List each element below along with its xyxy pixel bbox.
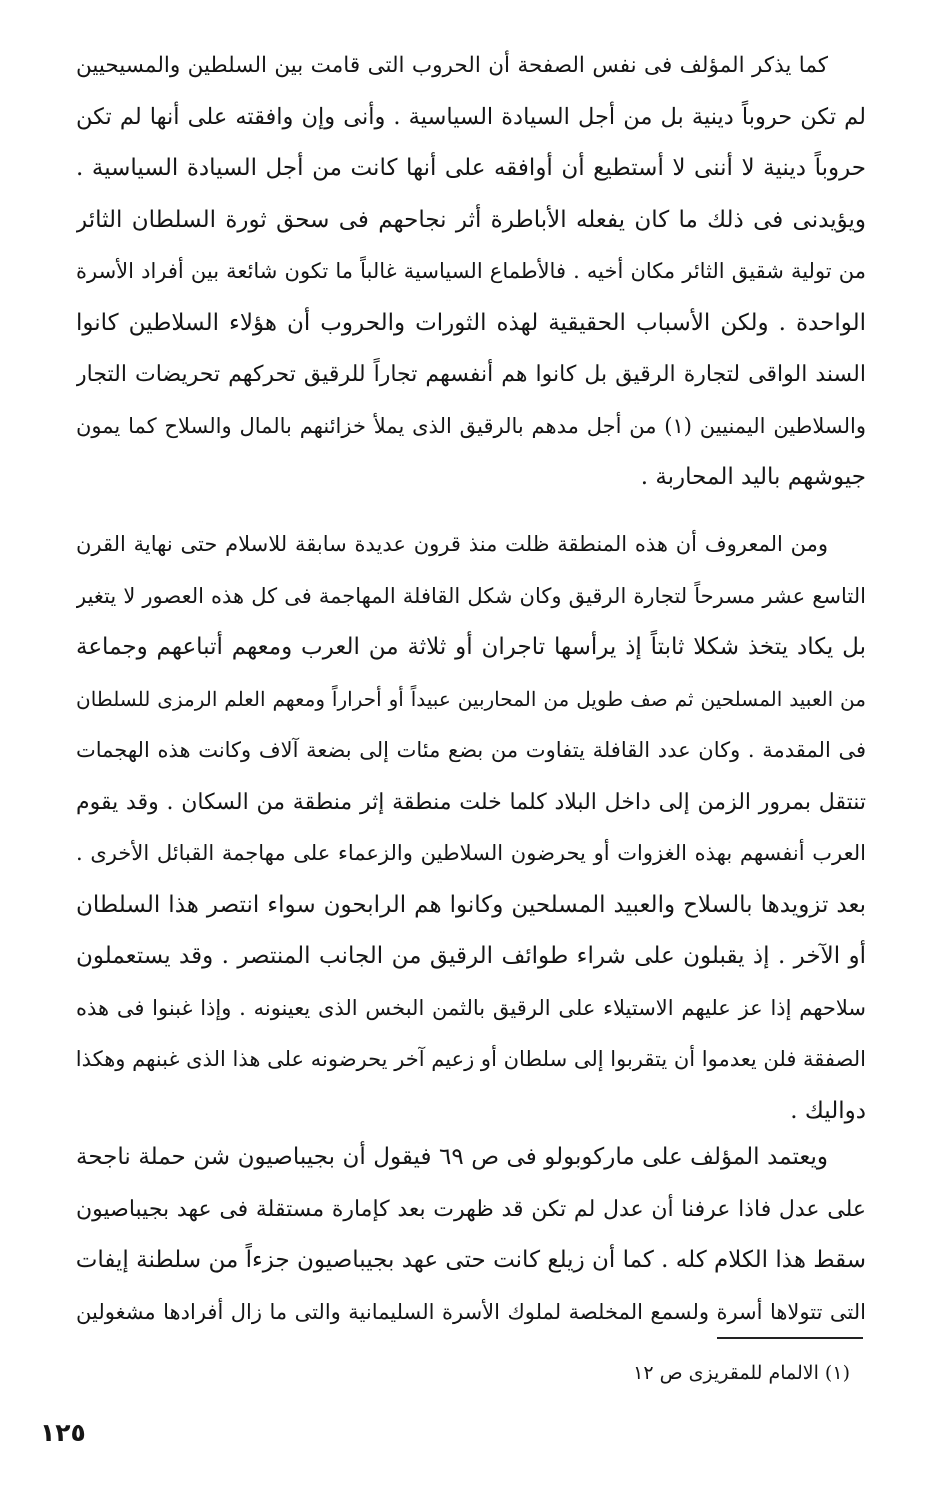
text-line: السند الواقى لتجارة الرقيق بل كانوا هم أنفسهم تجاراً للرقيق تحركهم تحريضات التجار	[76, 362, 866, 387]
text-line: على عدل فاذا عرفنا أن عدل لم تكن قد ظهرت بعد كإمارة مستقلة فى عهد بجيباصيون	[76, 1196, 866, 1222]
text-line: ومن المعروف أن هذه المنطقة ظلت منذ قرون عديدة سابقة للاسلام حتى نهاية القرن	[76, 532, 828, 556]
text-line: الواحدة . ولكن الأسباب الحقيقية لهذه الثورات والحروب أن هؤلاء السلاطين كانوا	[76, 309, 866, 336]
text-line: ويؤيدنى فى ذلك ما كان يفعله الأباطرة أثر نجاحهم فى سحق ثورة السلطان الثائر	[76, 206, 866, 233]
text-line: بعد تزويدها بالسلاح والعبيد المسلحين وكانوا هم الرابحون سواء انتصر هذا السلطان	[76, 891, 866, 918]
paragraph-1	[76, 40, 866, 504]
text-line: التى تتولاها أسرة ولسمع المخلصة لملوك الأسرة السليمانية والتى ما زال أفرادها مشغولين	[76, 1299, 866, 1324]
text-line: والسلاطين اليمنيين (١) من أجل مدهم بالرقيق الذى يملأ خزائنهم بالمال والسلاح كما يمون	[76, 413, 866, 438]
page-number: ١٢٥	[40, 1418, 86, 1447]
text-line: سلاحهم إذا عز عليهم الاستيلاء على الرقيق بالثمن البخس الذى يعينونه . وإذا غبنوا فى هذه	[76, 995, 866, 1020]
paragraph-2	[76, 519, 866, 1137]
text-line: أو الآخر . إذ يقبلون على شراء طوائف الرقيق من الجانب المنتصر . وقد يستعملون	[76, 943, 866, 969]
footnote-divider	[717, 1337, 863, 1339]
text-line: لم تكن حروباً دينية بل من أجل السيادة السياسية . وأنى وإن وافقته على أنها لم تكن	[76, 103, 866, 130]
text-line: حروباً دينية لا أننى لا أستطيع أن أوافقه على أنها كانت من أجل السيادة السياسية .	[76, 155, 866, 181]
paragraph-3	[76, 1132, 866, 1338]
text-line: الصفقة فلن يعدموا أن يتقربوا إلى سلطان أو زعيم آخر يحرضونه على هذا الذى غبنهم وهكذا	[76, 1047, 866, 1071]
text-line: تنتقل بمرور الزمن إلى داخل البلاد كلما خلت منطقة إثر منطقة من السكان . وقد يقوم	[76, 789, 866, 815]
text-line: العرب أنفسهم بهذه الغزوات أو يحرضون السلاطين والزعماء على مهاجمة القبائل الأخرى .	[76, 841, 866, 865]
text-line: سقط هذا الكلام كله . كما أن زيلع كانت حتى عهد بجيباصيون جزءاً من سلطنة إيفات	[76, 1247, 866, 1273]
text-line: دواليك .	[790, 1097, 866, 1124]
text-line: بل يكاد يتخذ شكلا ثابتاً إذ يرأسها تاجران أو ثلاثة من العرب ومعهم أتباعهم وجماعة	[76, 634, 866, 660]
text-line: كما يذكر المؤلف فى نفس الصفحة أن الحروب التى قامت بين السلطين والمسيحيين	[76, 53, 828, 78]
text-line: ويعتمد المؤلف على ماركوبولو فى ص ٦٩ فيقول أن بجيباصيون شن حملة ناجحة	[76, 1144, 829, 1170]
footnote: (١) الالمام للمقريزى ص ١٢	[633, 1362, 850, 1384]
text-line: جيوشهم باليد المحاربة .	[640, 464, 866, 490]
text-line: من تولية شقيق الثائر مكان أخيه . فالأطماع السياسية غالباً ما تكون شائعة بين أفراد الأسرة	[76, 259, 866, 283]
text-line: التاسع عشر مسرحاً لتجارة الرقيق وكان شكل القافلة المهاجمة فى كل هذه العصور لا يتغير	[76, 583, 866, 608]
text-line: فى المقدمة . وكان عدد القافلة يتفاوت من بضع مئات إلى بضعة آلاف وكانت هذه الهجمات	[76, 738, 866, 762]
text-line: من العبيد المسلحين ثم صف طويل من المحاربين عبيداً أو أحراراً ومعهم العلم الرمزى للسلطان	[76, 686, 866, 711]
